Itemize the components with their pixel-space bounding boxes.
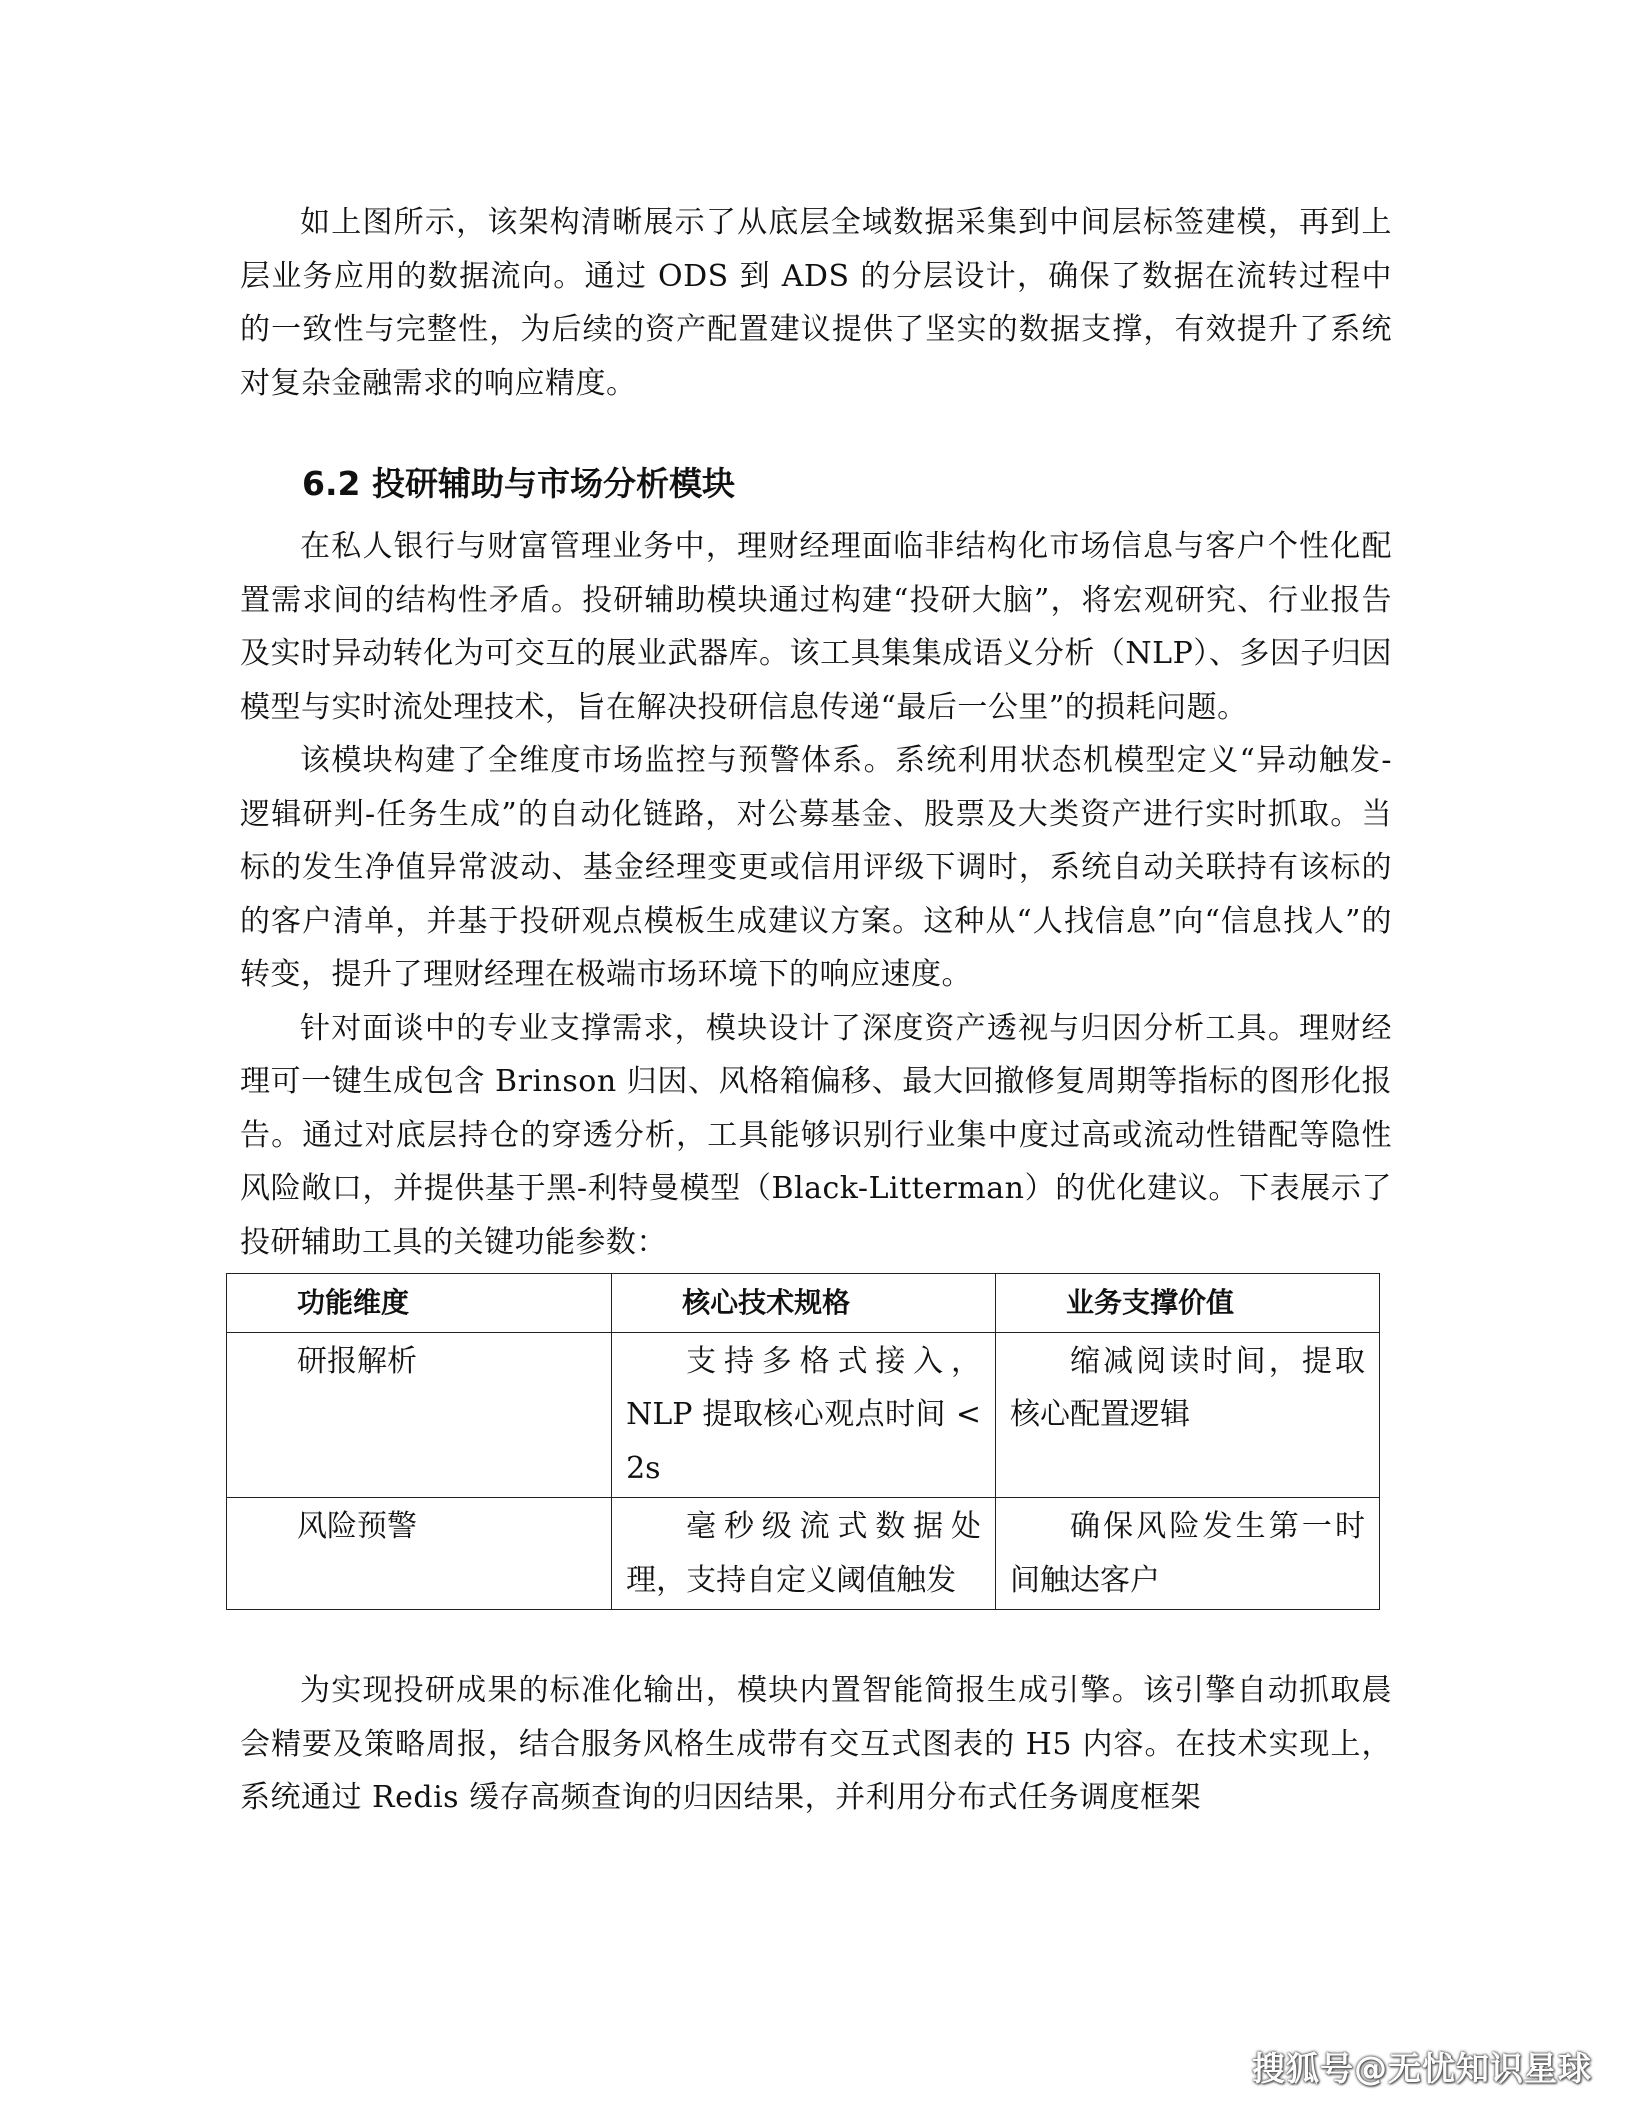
table-row: [227, 1498, 1380, 1610]
closing-paragraph: 为实现投研成果的标准化输出，模块内置智能简报生成引擎。该引擎自动抓取晨会精要及策略周报，结合服务风格生成带有交互式图表的 H5 内容。在技术实现上，系统通过 Redis 缓存高频查询的归因结果，并利用分布式任务调度框架: [240, 1673, 1392, 1815]
table-cell-spec: 毫秒级流式数据处理，支持自定义阈值触发: [612, 1498, 996, 1610]
table-cell-value: 确保风险发生第一时间触达客户: [996, 1498, 1380, 1610]
table-header-cell: 核心技术规格: [612, 1274, 996, 1333]
body-paragraph-2: 该模块构建了全维度市场监控与预警体系。系统利用状态机模型定义“异动触发-逻辑研判-任务生成”的自动化链路，对公募基金、股票及大类资产进行实时抓取。当标的发生净值异常波动、基金经理变更或信用评级下调时，系统自动关联持有该标的的客户清单，并基于投研观点模板生成建议方案。这种从“人找信息”向“信息找人”的转变，提升了理财经理在极端市场环境下的响应速度。: [240, 743, 1392, 992]
feature-table-wrapper: [226, 1273, 1380, 1610]
table-header-cell: 功能维度: [227, 1274, 612, 1333]
table-cell-value: 缩减阅读时间，提取核心配置逻辑: [996, 1332, 1380, 1498]
table-row: [227, 1332, 1380, 1498]
table-cell-dimension: 风险预警: [227, 1498, 612, 1610]
source-watermark: 搜狐号@无忧知识星球: [1252, 2049, 1592, 2088]
feature-table: [226, 1273, 1380, 1610]
intro-paragraph: 如上图所示，该架构清晰展示了从底层全域数据采集到中间层标签建模，再到上层业务应用的数据流向。通过 ODS 到 ADS 的分层设计，确保了数据在流转过程中的一致性与完整性，为后续的资产配置建议提供了坚实的数据支撑，有效提升了系统对复杂金融需求的响应精度。: [240, 205, 1392, 401]
table-header-cell: 业务支撑价值: [996, 1274, 1380, 1333]
table-cell-spec: 支持多格式接入，NLP 提取核心观点时间 < 2s: [612, 1332, 996, 1498]
table-header-row: [227, 1274, 1380, 1333]
section-heading: 6.2 投研辅助与市场分析模块: [302, 464, 735, 503]
body-paragraph-3: 针对面谈中的专业支撑需求，模块设计了深度资产透视与归因分析工具。理财经理可一键生成包含 Brinson 归因、风格箱偏移、最大回撤修复周期等指标的图形化报告。通过对底层持仓的穿透分析，工具能够识别行业集中度过高或流动性错配等隐性风险敞口，并提供基于黑-利特曼模型（Black-Litterman）的优化建议。下表展示了投研辅助工具的关键功能参数：: [240, 1010, 1392, 1260]
body-paragraph-1: 在私人银行与财富管理业务中，理财经理面临非结构化市场信息与客户个性化配置需求间的结构性矛盾。投研辅助模块通过构建“投研大脑”，将宏观研究、行业报告及实时异动转化为可交互的展业武器库。该工具集集成语义分析（NLP）、多因子归因模型与实时流处理技术，旨在解决投研信息传递“最后一公里”的损耗问题。: [240, 529, 1392, 725]
document-page: [240, 196, 1392, 1825]
table-cell-dimension: 研报解析: [227, 1332, 612, 1498]
